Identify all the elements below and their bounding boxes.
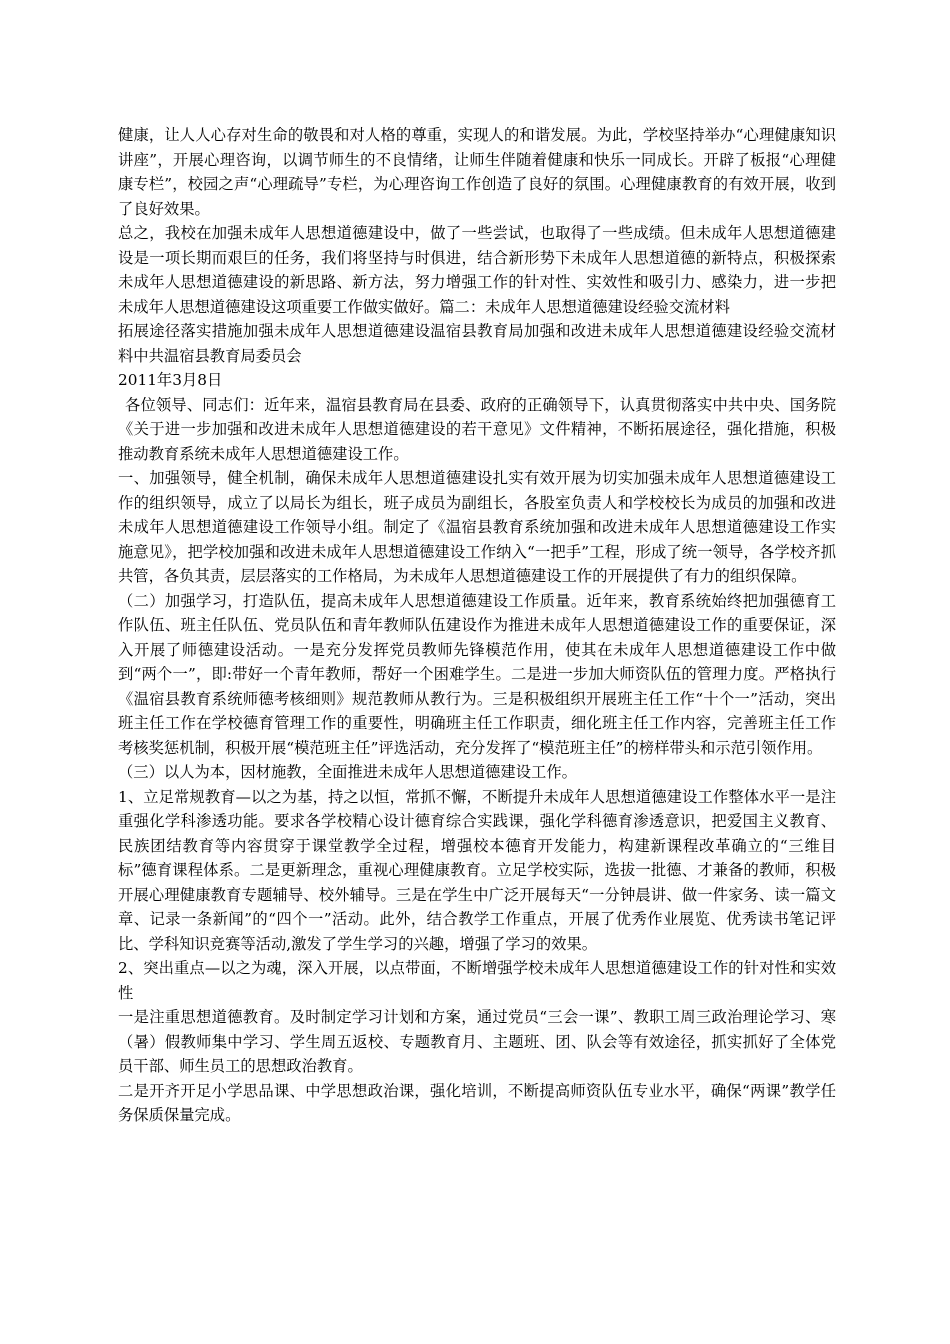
paragraph-item-one: 1、立足常规教育—以之为基，持之以恒，常抓不懈，不断提升未成年人思想道德建设工作整体水平一是注重强化学科渗透功能。要求各学校精心设计德育综合实践课，强化学科德育渗透意识，把爱国主义教育、民族团结教育等内容贯穿于课堂教学全过程，增强校本德育开发能力，构建新课程改革确立的“三维目标”德育课程体系。二是更新理念，重视心理健康教育。立足学校实际，选拔一批德、才兼备的教师，积极开展心理健康教育专题辅导、校外辅导。三是在学生中广泛开展每天“一分钟晨讲、做一件家务、读一篇文章、记录一条新闻”的“四个一”活动。此外，结合教学工作重点，开展了优秀作业展览、优秀读书笔记评比、学科知识竞赛等活动,激发了学生学习的兴趣，增强了学习的效果。 <box>118 787 836 953</box>
paragraph-date: 2011年3月8日 <box>118 371 223 389</box>
paragraph-article-title: 拓展途径落实措施加强未成年人思想道德建设温宿县教育局加强和改进未成年人思想道德建设经验交流材料中共温宿县教育局委员会 <box>118 322 836 365</box>
paragraph-greeting: 各位领导、同志们：近年来，温宿县教育局在县委、政府的正确领导下，认真贯彻落实中共中央、国务院《关于进一步加强和改进未成年人思想道德建设的若干意见》文件精神，不断拓展途径，强化措施，积极推动教育系统未成年人思想道德建设工作。 <box>118 395 836 463</box>
paragraph-item-two-heading: 2、突出重点—以之为魂，深入开展，以点带面，不断增强学校未成年人思想道德建设工作的针对性和实效性 <box>118 959 836 1002</box>
paragraph-ideology-education: 一是注重思想道德教育。及时制定学习计划和方案，通过党员“三会一课”、教职工周三政治理论学习、寒（暑）假教师集中学习、学生周五返校、专题教育月、主题班、团、队会等有效途径，抓实抓好了全体党员干部、师生员工的思想政治教育。 <box>118 1008 836 1075</box>
paragraph-conclusion: 总之，我校在加强未成年人思想道德建设中，做了一些尝试，也取得了一些成绩。但未成年人思想道德建设是一项长期而艰巨的任务，我们将坚持与时俱进，结合新形势下未成年人思想道德的新特点，积极探索未成年人思想道德建设的新思路、新方法，努力增强工作的针对性、实效性和吸引力、感染力，进一步把未成年人思想道德建设这项重要工作做实做好。篇二：未成年人思想道德建设经验交流材料 <box>118 224 836 316</box>
paragraph-section-one: 一、加强领导，健全机制，确保未成年人思想道德建设扎实有效开展为切实加强未成年人思想道德建设工作的组织领导，成立了以局长为组长，班子成员为副组长，各股室负责人和学校校长为成员的加强和改进未成年人思想道德建设工作领导小组。制定了《温宿县教育系统加强和改进未成年人思想道德建设工作实施意见》，把学校加强和改进未成年人思想道德建设工作纳入“一把手”工程，形成了统一领导，各学校齐抓共管，各负其责，层层落实的工作格局，为未成年人思想道德建设工作的开展提供了有力的组织保障。 <box>118 469 836 585</box>
paragraph-section-two: （二）加强学习，打造队伍，提高未成年人思想道德建设工作质量。近年来，教育系统始终把加强德育工作队伍、班主任队伍、党员队伍和青年教师队伍建设作为推进未成年人思想道德建设工作的重要保证，深入开展了师德建设活动。一是充分发挥党员教师先锋模范作用，使其在未成年人思想道德建设工作中做到“两个一”，即:带好一个青年教师，帮好一个困难学生。二是进一步加大师资队伍的管理力度。严格执行《温宿县教育系统师德考核细则》规范教师从教行为。三是积极组织开展班主任工作“十个一”活动，突出班主任工作在学校德育管理工作的重要性，明确班主任工作职责，细化班主任工作内容，完善班主任工作考核奖惩机制，积极开展“模范班主任”评选活动，充分发挥了“模范班主任”的榜样带头和示范引领作用。 <box>118 591 836 757</box>
paragraph-section-three-heading: （三）以人为本，因材施教，全面推进未成年人思想道德建设工作。 <box>118 763 577 781</box>
paragraph-courses: 二是开齐开足小学思品课、中学思想政治课，强化培训，不断提高师资队伍专业水平，确保“两课”教学任务保质保量完成。 <box>118 1081 836 1124</box>
paragraph-mental-health: 健康，让人人心存对生命的敬畏和对人格的尊重，实现人的和谐发展。为此，学校坚持举办“心理健康知识讲座”，开展心理咨询，以调节师生的不良情绪，让师生伴随着健康和快乐一同成长。开辟了板报“心理健康专栏”，校园之声“心理疏导”专栏，为心理咨询工作创造了良好的氛围。心理健康教育的有效开展，收到了良好效果。 <box>118 126 836 218</box>
document-body <box>118 123 836 1128</box>
